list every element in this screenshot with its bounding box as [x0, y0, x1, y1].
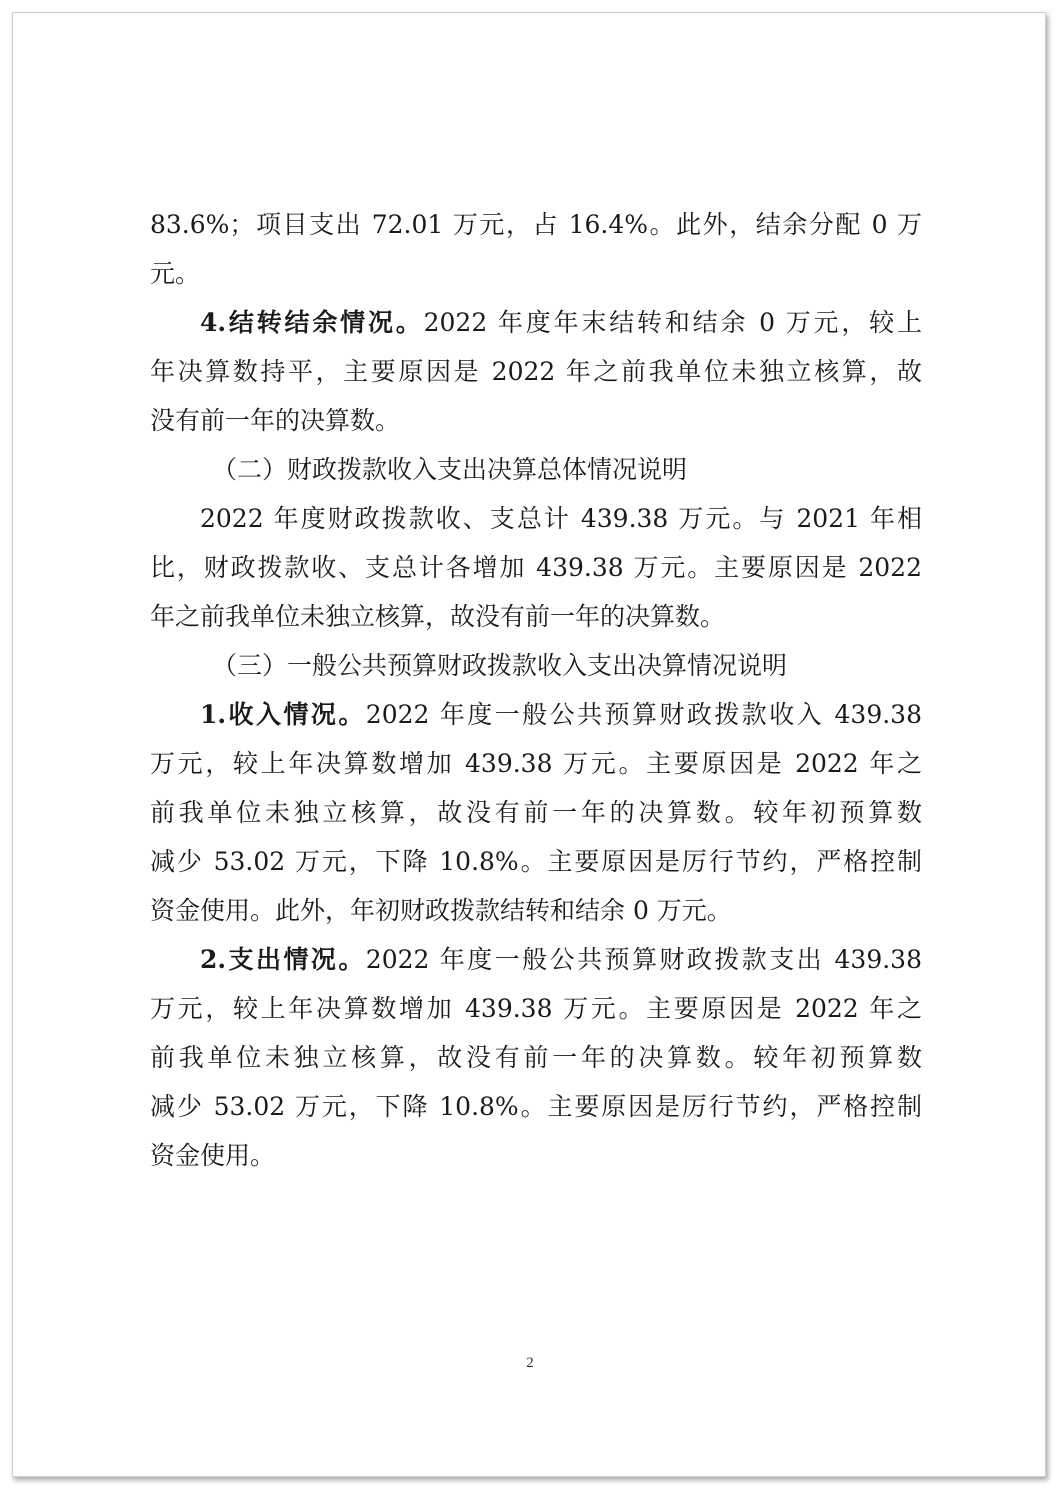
paragraph-4-line-1: 1.收入情况。2022 年度一般公共预算财政拨款收入 439.38	[200, 700, 922, 729]
paragraph-1-line-2: 元。	[150, 259, 201, 288]
paragraph-2-line-2: 年决算数持平，主要原因是 2022 年之前我单位未独立核算，故	[150, 357, 922, 386]
document-body	[150, 200, 922, 1180]
carryover-heading: 4.结转结余情况。	[200, 308, 424, 337]
section-heading-3: （三）一般公共预算财政拨款收入支出决算情况说明	[212, 651, 788, 680]
paragraph-4-line-5: 资金使用。此外，年初财政拨款结转和结余 0 万元。	[150, 896, 732, 925]
paragraph-3-line-3: 年之前我单位未独立核算，故没有前一年的决算数。	[150, 602, 726, 631]
expenditure-heading: 2.支出情况。	[200, 945, 366, 974]
paragraph-4-line-3: 前我单位未独立核算，故没有前一年的决算数。较年初预算数	[150, 798, 922, 827]
paragraph-3-line-2: 比，财政拨款收、支总计各增加 439.38 万元。主要原因是 2022	[150, 553, 922, 582]
paragraph-5-line-1: 2.支出情况。2022 年度一般公共预算财政拨款支出 439.38	[200, 945, 922, 974]
paragraph-3-line-1: 2022 年度财政拨款收、支总计 439.38 万元。与 2021 年相	[200, 504, 922, 533]
paragraph-1-line-1: 83.6%；项目支出 72.01 万元，占 16.4%。此外，结余分配 0 万	[150, 210, 922, 239]
paragraph-4-line-2: 万元，较上年决算数增加 439.38 万元。主要原因是 2022 年之	[150, 749, 922, 778]
paragraph-5-line-3: 前我单位未独立核算，故没有前一年的决算数。较年初预算数	[150, 1043, 922, 1072]
paragraph-2-line-3: 没有前一年的决算数。	[150, 406, 401, 435]
paragraph-5-line-5: 资金使用。	[150, 1141, 276, 1170]
paragraph-4-line-4: 减少 53.02 万元，下降 10.8%。主要原因是厉行节约，严格控制	[150, 847, 922, 876]
page-number: 2	[526, 1355, 534, 1371]
income-heading: 1.收入情况。	[200, 700, 366, 729]
paragraph-5-line-2: 万元，较上年决算数增加 439.38 万元。主要原因是 2022 年之	[150, 994, 922, 1023]
paragraph-2-line-1: 4.结转结余情况。2022 年度年末结转和结余 0 万元，较上	[200, 308, 922, 337]
section-heading-2: （二）财政拨款收入支出决算总体情况说明	[212, 455, 688, 484]
paragraph-5-line-4: 减少 53.02 万元，下降 10.8%。主要原因是厉行节约，严格控制	[150, 1092, 922, 1121]
